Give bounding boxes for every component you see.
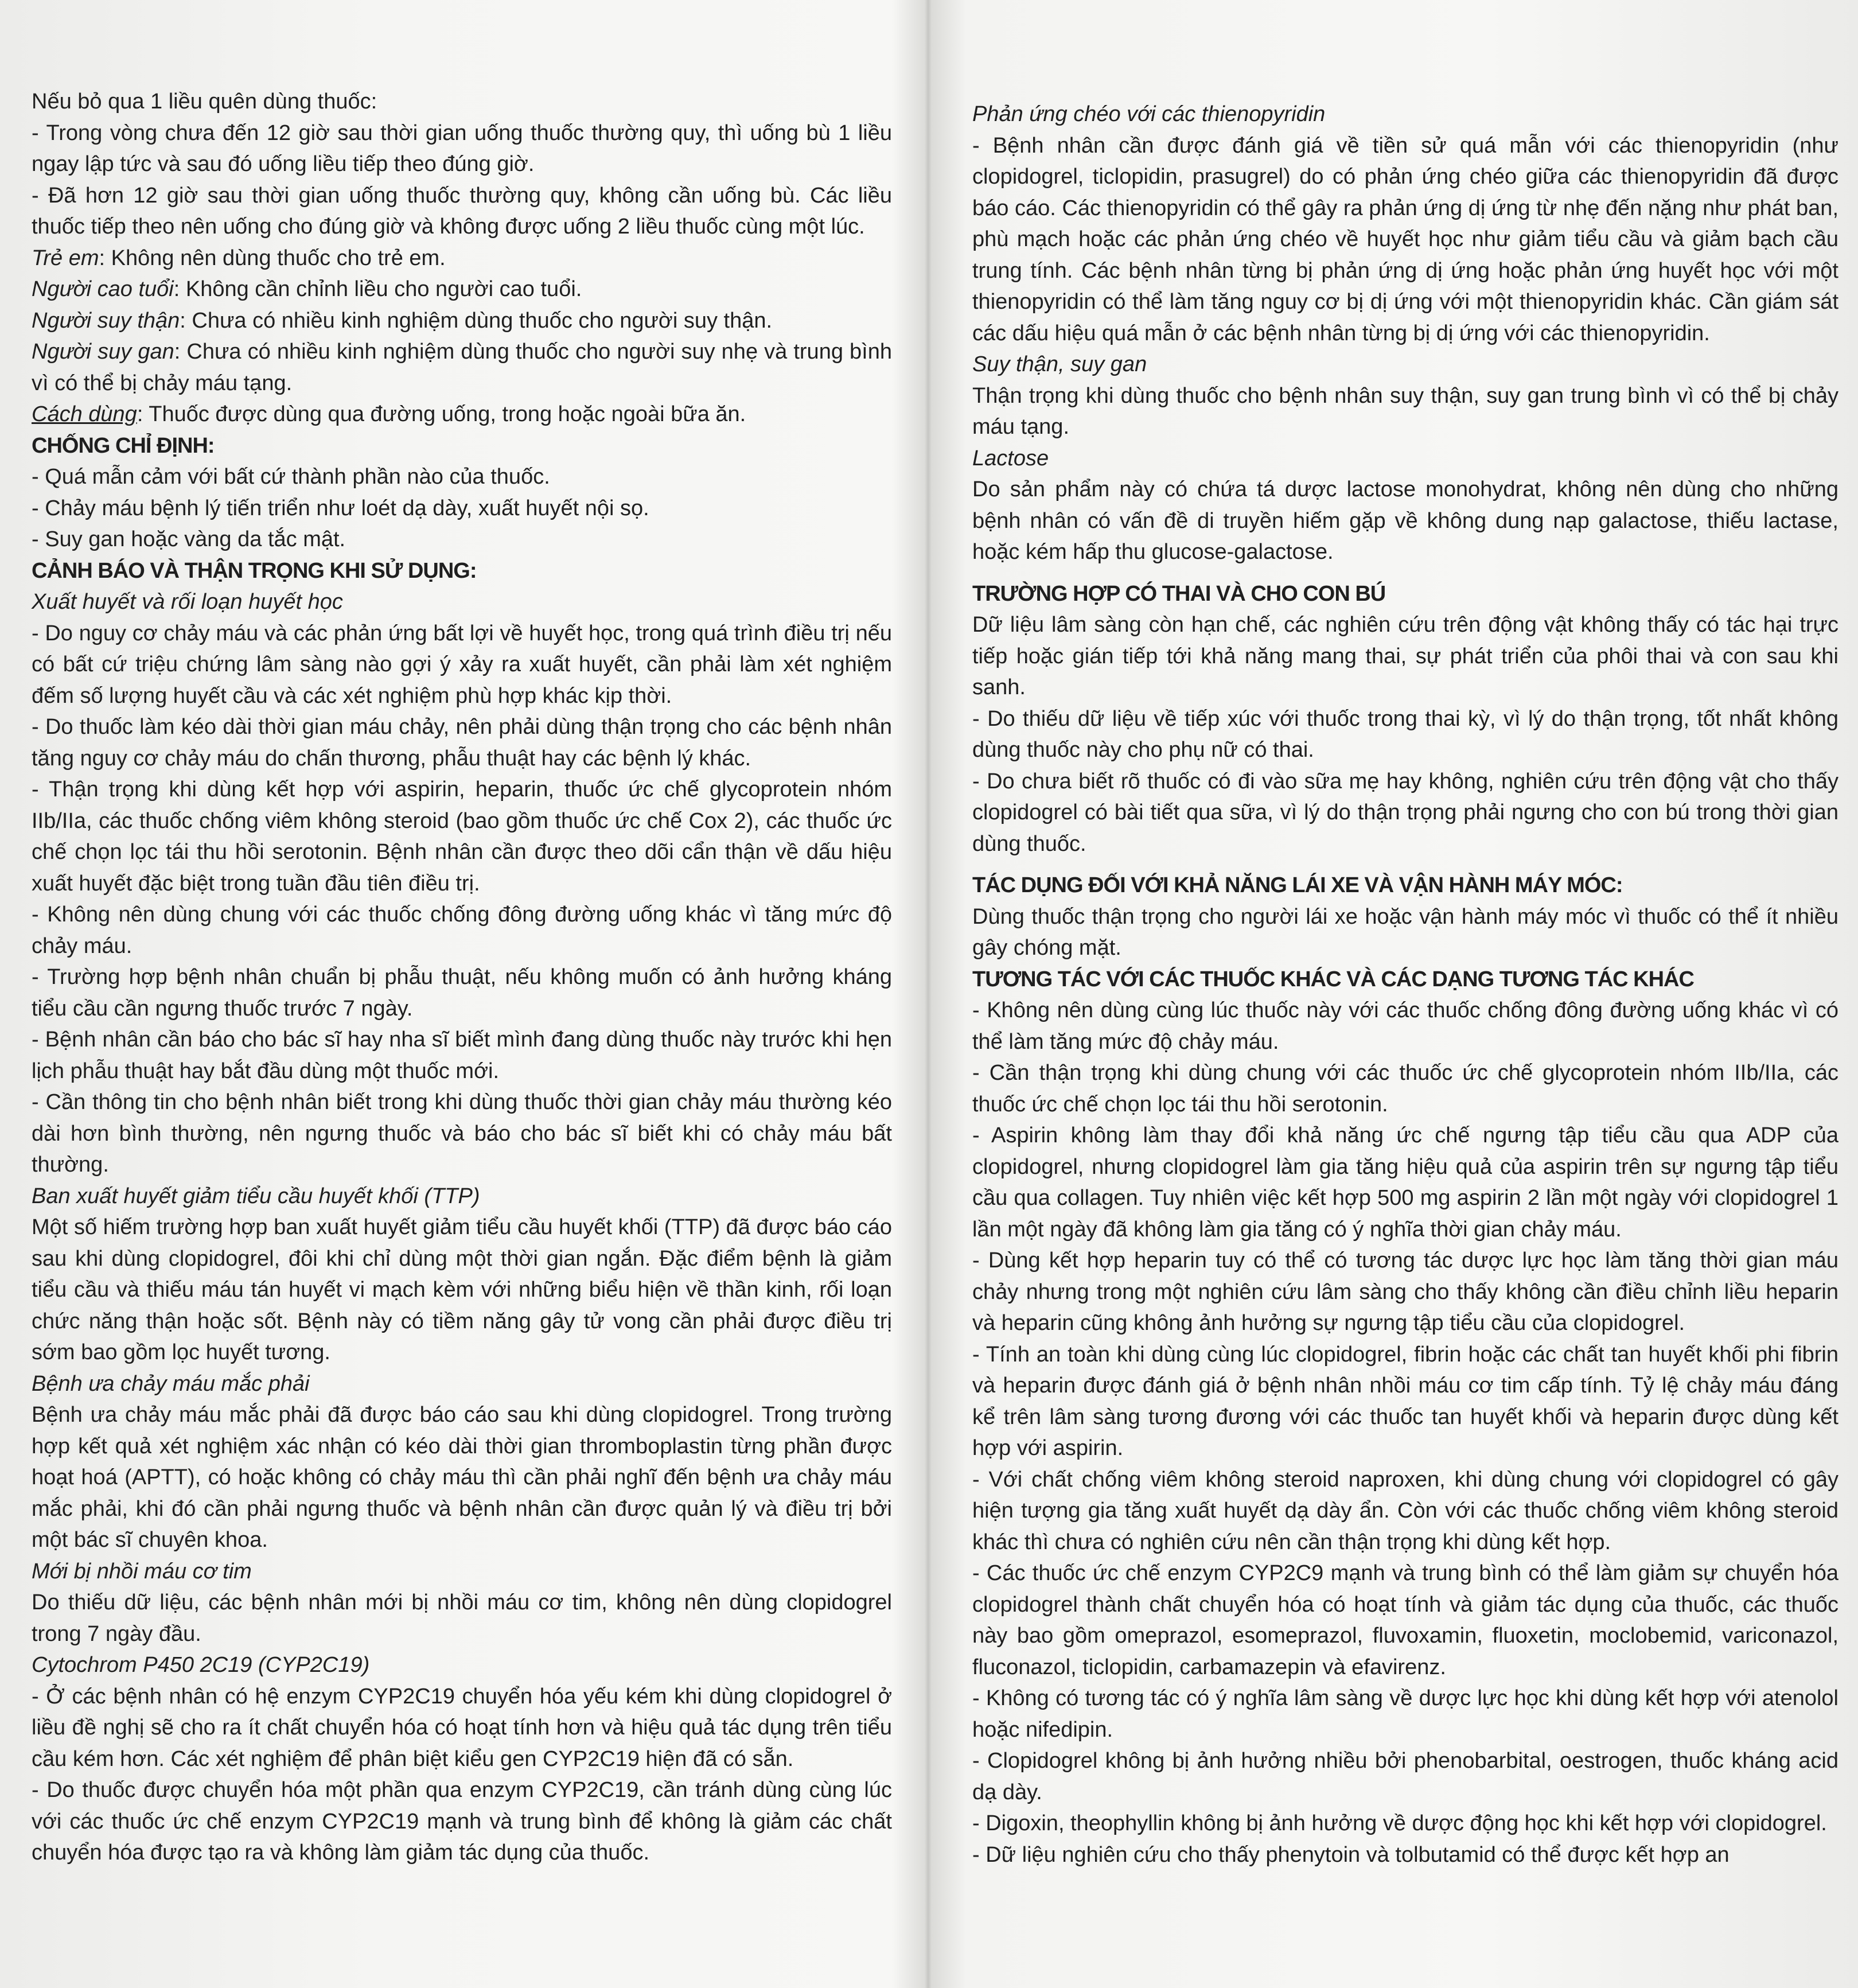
contraindication-item: - Suy gan hoặc vàng da tắc mật. xyxy=(32,527,346,551)
interaction-item: - Các thuốc ức chế enzym CYP2C9 mạnh và trung bình có thể làm giảm sự chuyển hóa clopidogrel thành chất chuyển hóa có hoạt tính và giảm tác dụng của thuốc, các thuốc này bao gồm omeprazol, esomeprazol, fluvoxamin, fluoxetin, moclobemid, variconazol, fluconazol, ticlopidin, carbamazepin và efavirenz. xyxy=(972,1561,1838,1679)
renal-text: : Chưa có nhiều kinh nghiệm dùng thuốc cho người suy thận. xyxy=(180,308,773,333)
pregnancy-text: Dữ liệu lâm sàng còn hạn chế, các nghiên cứu trên động vật không thấy có tác hại trực tiếp hoặc gián tiếp tới khả năng mang thai, sự phát triển của phôi thai và con sau khi sanh. xyxy=(972,613,1838,699)
cyp-item: - Do thuốc được chuyển hóa một phần qua enzym CYP2C19, cần tránh dùng cùng lúc với các thuốc ức chế enzym CYP2C19 mạnh và trung bình để không là giảm các chất chuyển hóa được tạo ra và không làm giảm tác dụng của thuốc. xyxy=(32,1778,892,1865)
warnings-heading: CẢNH BÁO VÀ THẬN TRỌNG KHI SỬ DỤNG: xyxy=(32,558,477,583)
interaction-item: - Digoxin, theophyllin không bị ảnh hưởng về dược động học khi kết hợp với clopidogrel. xyxy=(972,1811,1827,1835)
pregnancy-item: - Do chưa biết rõ thuốc có đi vào sữa mẹ hay không, nghiên cứu trên động vật cho thấy clopidogrel có bài tiết qua sữa, vì lý do thận trọng phải ngưng cho con bú trong thời gian dùng thuốc. xyxy=(972,769,1838,856)
interaction-item: - Tính an toàn khi dùng cùng lúc clopidogrel, fibrin hoặc các chất tan huyết khối phi fibrin và heparin được đánh giá ở bệnh nhân nhồi máu cơ tim cấp tính. Tỷ lệ chảy máu đáng kể trên lâm sàng tương đương với các thuốc tan huyết khối và heparin được dùng kết hợp với aspirin. xyxy=(972,1342,1838,1460)
renal-label: Người suy thận xyxy=(32,308,180,333)
bleeding-item: - Trường hợp bệnh nhân chuẩn bị phẫu thuật, nếu không muốn có ảnh hưởng kháng tiểu cầu cần ngưng thuốc trước 7 ngày. xyxy=(32,965,892,1021)
missed-dose-item: - Đã hơn 12 giờ sau thời gian uống thuốc thường quy, không cần uống bù. Các liều thuốc tiếp theo nên uống cho đúng giờ và không được uống 2 liều thuốc cùng một lúc. xyxy=(32,183,892,239)
renal-hepatic-text: Thận trọng khi dùng thuốc cho bệnh nhân suy thận, suy gan trung bình vì có thể bị chảy máu tạng. xyxy=(972,383,1838,439)
interaction-item: - Clopidogrel không bị ảnh hưởng nhiều bởi phenobarbital, oestrogen, thuốc kháng acid dạ dày. xyxy=(972,1749,1838,1804)
missed-dose-item: - Trong vòng chưa đến 12 giờ sau thời gian uống thuốc thường quy, thì uống bù 1 liều ngay lập tức và sau đó uống liều tiếp theo đúng giờ. xyxy=(32,120,892,176)
pregnancy-item: - Do thiếu dữ liệu về tiếp xúc với thuốc trong thai kỳ, vì lý do thận trọng, tốt nhất không dùng thuốc này cho phụ nữ có thai. xyxy=(972,706,1838,762)
renal-line xyxy=(32,305,892,337)
children-line xyxy=(32,243,892,274)
ttp-subhead: Ban xuất huyết giảm tiểu cầu huyết khối (TTP) xyxy=(32,1184,480,1208)
elderly-text: : Không cần chỉnh liều cho người cao tuổi. xyxy=(173,277,582,301)
bleeding-subhead: Xuất huyết và rối loạn huyết học xyxy=(32,590,343,614)
hepatic-label: Người suy gan xyxy=(32,340,174,364)
children-text: : Không nên dùng thuốc cho trẻ em. xyxy=(99,246,446,270)
hemophilia-text: Bệnh ưa chảy máu mắc phải đã được báo cáo sau khi dùng clopidogrel. Trong trường hợp kết quả xét nghiệm xác nhận có kéo dài thời gian thromboplastin từng phần được hoạt hoá (APTT), có hoặc không có chảy máu thì cần phải nghĩ đến bệnh ưa chảy máu mắc phải, khi đó cần phải ngưng thuốc và bệnh nhân cần được quản lý và điều trị bởi một bác sĩ chuyên khoa. xyxy=(32,1403,892,1552)
driving-text: Dùng thuốc thận trọng cho người lái xe hoặc vận hành máy móc vì thuốc có thể ít nhiều gây chóng mặt. xyxy=(972,904,1838,960)
mi-text: Do thiếu dữ liệu, các bệnh nhân mới bị nhồi máu cơ tim, không nên dùng clopidogrel trong 7 ngày đầu. xyxy=(32,1590,892,1646)
right-column xyxy=(972,99,1838,1870)
bleeding-item: - Bệnh nhân cần báo cho bác sĩ hay nha sĩ biết mình đang dùng thuốc này trước khi hẹn lịch phẫu thuật hay bắt đầu dùng một thuốc mới. xyxy=(32,1028,892,1083)
hepatic-line xyxy=(32,336,892,399)
interaction-item: - Không nên dùng cùng lúc thuốc này với các thuốc chống đông đường uống khác vì có thể làm tăng mức độ chảy máu. xyxy=(972,998,1838,1054)
lactose-text: Do sản phẩm này có chứa tá dược lactose monohydrat, không nên dùng cho những bệnh nhân có vấn đề di truyền hiếm gặp về không dung nạp galactose, thiếu lactase, hoặc kém hấp thu glucose-galactose. xyxy=(972,477,1838,564)
hemophilia-subhead: Bệnh ưa chảy máu mắc phải xyxy=(32,1371,310,1396)
elderly-label: Người cao tuổi xyxy=(32,277,174,301)
children-label: Trẻ em xyxy=(32,246,99,270)
pregnancy-heading: TRƯỜNG HỢP CÓ THAI VÀ CHO CON BÚ xyxy=(972,581,1386,606)
elderly-line xyxy=(32,274,892,305)
interaction-item: - Không có tương tác có ý nghĩa lâm sàng về dược lực học khi dùng kết hợp với atenolol hoặc nifedipin. xyxy=(972,1686,1838,1742)
lactose-subhead: Lactose xyxy=(972,446,1049,470)
bleeding-item: - Do nguy cơ chảy máu và các phản ứng bất lợi về huyết học, trong quá trình điều trị nếu có bất cứ triệu chứng lâm sàng nào gợi ý xảy ra xuất huyết, cần phải làm xét nghiệm đếm số lượng huyết cầu và các xét nghiệm phù hợp khác kịp thời. xyxy=(32,621,892,708)
interaction-item: - Aspirin không làm thay đổi khả năng ức chế ngưng tập tiểu cầu qua ADP của clopidogrel, nhưng clopidogrel làm gia tăng hiệu quả của aspirin trên sự ngưng tập tiểu cầu qua collagen. Tuy nhiên việc kết hợp 500 mg aspirin 2 lần một ngày với clopidogrel 1 lần một ngày đã không làm gia tăng có ý nghĩa thời gian chảy máu. xyxy=(972,1123,1838,1242)
contraindication-item: - Quá mẫn cảm với bất cứ thành phần nào của thuốc. xyxy=(32,465,550,489)
interaction-item: - Dùng kết hợp heparin tuy có thể có tương tác dược lực học làm tăng thời gian máu chảy nhưng trong một nghiên cứu lâm sàng cho thấy không cần điều chỉnh liều heparin và heparin cũng không ảnh hưởng sự ngưng tập tiểu cầu của clopidogrel. xyxy=(972,1248,1838,1335)
usage-line xyxy=(32,399,892,430)
bleeding-item: - Thận trọng khi dùng kết hợp với aspirin, heparin, thuốc ức chế glycoprotein nhóm IIb/IIa, các thuốc chống viêm không steroid (bao gồm thuốc ức chế Cox 2), các thuốc ức chế chọn lọc tái thu hồi serotonin. Bệnh nhân cần được theo dõi cẩn thận về dấu hiệu xuất huyết đặc biệt trong tuần đầu tiên điều trị. xyxy=(32,777,892,896)
left-column xyxy=(32,86,892,1869)
cross-reaction-subhead: Phản ứng chéo với các thienopyridin xyxy=(972,102,1326,126)
bleeding-item: - Do thuốc làm kéo dài thời gian máu chảy, nên phải dùng thận trọng cho các bệnh nhân tăng nguy cơ chảy máu do chấn thương, phẫu thuật hay các bệnh lý khác. xyxy=(32,715,892,771)
interaction-item: - Dữ liệu nghiên cứu cho thấy phenytoin và tolbutamid có thể được kết hợp an xyxy=(972,1842,1730,1867)
interaction-item: - Cần thận trọng khi dùng chung với các thuốc ức chế glycoprotein nhóm IIb/IIa, các thuốc ức chế chọn lọc tái thu hồi serotonin. xyxy=(972,1061,1838,1116)
ttp-text: Một số hiếm trường hợp ban xuất huyết giảm tiểu cầu huyết khối (TTP) đã được báo cáo sau khi dùng clopidogrel, đôi khi chỉ dùng một thời gian ngắn. Đặc điểm bệnh là giảm tiểu cầu và thiếu máu tán huyết vi mạch kèm với những biểu hiện về thần kinh, rối loạn chức năng thận hoặc sốt. Bệnh này có tiềm năng gây tử vong cần phải được điều trị sớm bao gồm lọc huyết tương. xyxy=(32,1215,892,1364)
hepatic-text: : Chưa có nhiều kinh nghiệm dùng thuốc cho người suy nhẹ và trung bình vì có thể bị chảy máu tạng. xyxy=(32,340,892,395)
bleeding-item: - Không nên dùng chung với các thuốc chống đông đường uống khác vì tăng mức độ chảy máu. xyxy=(32,902,892,958)
cross-reaction-text: - Bệnh nhân cần được đánh giá về tiền sử quá mẫn với các thienopyridin (như clopidogrel, ticlopidin, prasugrel) do có phản ứng chéo giữa các thienopyridin đã được báo cáo. Các thienopyridin có thể gây ra phản ứng dị ứng từ nhẹ đến nặng như phát ban, phù mạch hoặc các phản ứng chéo về huyết học như giảm tiểu cầu và giảm bạch cầu trung tính. Các bệnh nhân từng bị phản ứng dị ứng hoặc phản ứng huyết học với một thienopyridin có thể làm tăng nguy cơ bị dị ứng với một thienopyridin khác. Cần giám sát các dấu hiệu quá mẫn ở các bệnh nhân từng bị dị ứng với các thienopyridin. xyxy=(972,133,1838,345)
page-fold xyxy=(925,0,932,1988)
renal-hepatic-subhead: Suy thận, suy gan xyxy=(972,352,1147,376)
mi-subhead: Mới bị nhồi máu cơ tim xyxy=(32,1559,252,1584)
usage-text: : Thuốc được dùng qua đường uống, trong hoặc ngoài bữa ăn. xyxy=(137,402,746,426)
cyp-subhead: Cytochrom P450 2C19 (CYP2C19) xyxy=(32,1653,370,1677)
missed-dose-intro: Nếu bỏ qua 1 liều quên dùng thuốc: xyxy=(32,90,377,114)
interactions-heading: TƯƠNG TÁC VỚI CÁC THUỐC KHÁC VÀ CÁC DẠNG TƯƠNG TÁC KHÁC xyxy=(972,967,1694,991)
interaction-item: - Với chất chống viêm không steroid naproxen, khi dùng chung với clopidogrel có gây hiện tượng gia tăng xuất huyết dạ dày ẩn. Còn với các thuốc chống viêm không steroid khác thì chưa có nghiên cứu nên cần thận trọng khi dùng kết hợp. xyxy=(972,1467,1838,1554)
usage-label: Cách dùng xyxy=(32,402,137,426)
contraindications-heading: CHỐNG CHỈ ĐỊNH: xyxy=(32,433,215,458)
bleeding-item: - Cần thông tin cho bệnh nhân biết trong khi dùng thuốc thời gian chảy máu thường kéo dài hơn bình thường, nên ngưng thuốc và báo cho bác sĩ biết khi có chảy máu bất thường. xyxy=(32,1090,892,1177)
driving-heading: TÁC DỤNG ĐỐI VỚI KHẢ NĂNG LÁI XE VÀ VẬN HÀNH MÁY MÓC: xyxy=(972,873,1623,897)
cyp-item: - Ở các bệnh nhân có hệ enzym CYP2C19 chuyển hóa yếu kém khi dùng clopidogrel ở liều đề nghị sẽ cho ra ít chất chuyển hóa có hoạt tính hơn và hiệu quả tác dụng trên tiểu cầu kém hơn. Các xét nghiệm để phân biệt kiểu gen CYP2C19 hiện đã có sẵn. xyxy=(32,1684,892,1771)
contraindication-item: - Chảy máu bệnh lý tiến triển như loét dạ dày, xuất huyết nội sọ. xyxy=(32,496,649,520)
